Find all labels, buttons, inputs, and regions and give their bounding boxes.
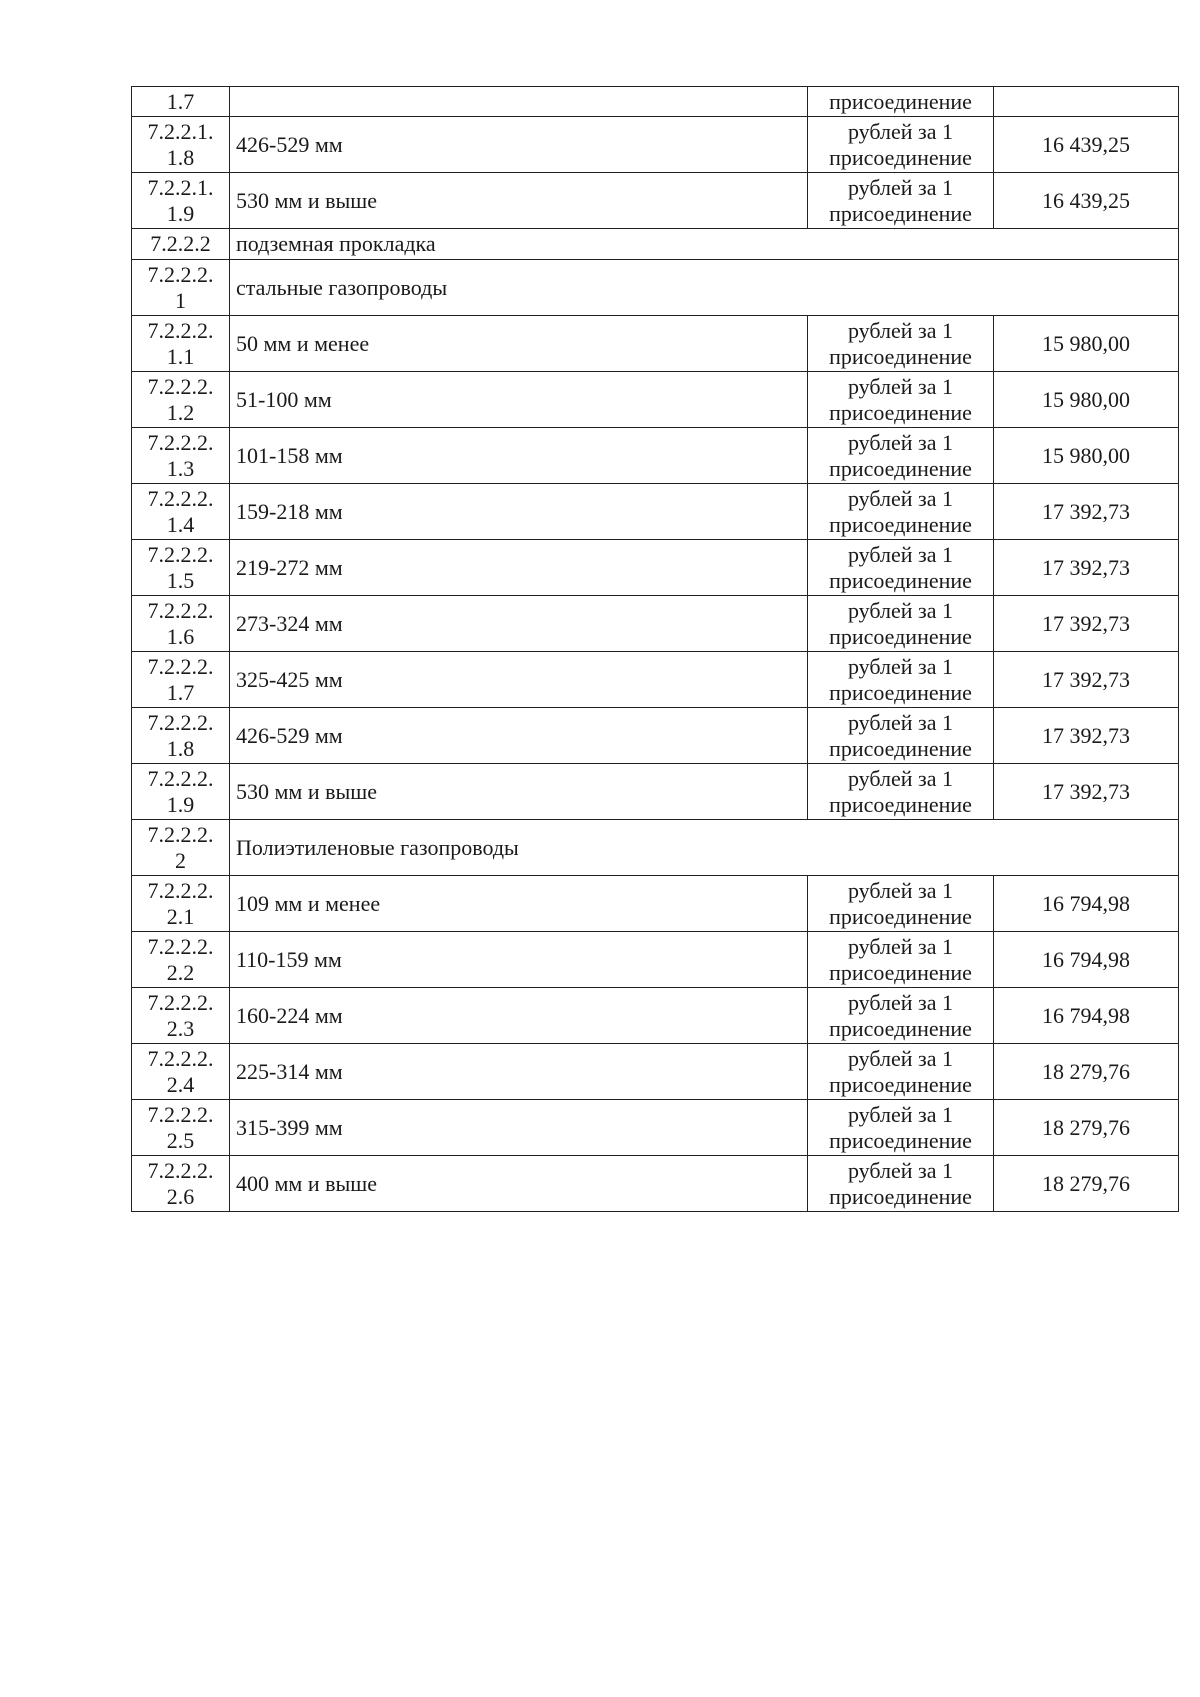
row-name-cell: 160-224 мм [230, 988, 808, 1044]
row-value-cell: 17 392,73 [994, 484, 1179, 540]
row-unit-cell: присоединение [808, 87, 994, 117]
row-value-cell: 17 392,73 [994, 652, 1179, 708]
row-code-line: 1.8 [166, 735, 195, 761]
row-code-line: 1.2 [166, 399, 195, 425]
row-unit-cell: рублей за 1 присоединение [808, 1100, 994, 1156]
row-name-cell: 426-529 мм [230, 708, 808, 764]
row-code-line: 7.2.2.2. [147, 373, 214, 399]
row-name-cell: 273-324 мм [230, 596, 808, 652]
row-code-line: 7.2.2.2. [147, 597, 214, 623]
row-name-cell: 400 мм и выше [230, 1156, 808, 1212]
row-code-cell [132, 484, 230, 540]
row-code-line: 7.2.2.2. [147, 261, 214, 287]
row-value-cell: 16 794,98 [994, 988, 1179, 1044]
row-name-cell: 225-314 мм [230, 1044, 808, 1100]
row-unit-cell: рублей за 1 присоединение [808, 484, 994, 540]
row-name-cell: подземная прокладка [230, 229, 1179, 260]
row-name-cell: 110-159 мм [230, 932, 808, 988]
row-name-cell: 51-100 мм [230, 372, 808, 428]
row-name-cell: 101-158 мм [230, 428, 808, 484]
row-unit-cell: рублей за 1 присоединение [808, 173, 994, 229]
table-row [132, 596, 1179, 652]
row-value-cell: 17 392,73 [994, 764, 1179, 820]
row-value-cell [994, 87, 1179, 117]
table-row [132, 316, 1179, 372]
row-code-cell [132, 316, 230, 372]
tariff-table-body [132, 87, 1179, 1212]
table-row [132, 764, 1179, 820]
table-row [132, 87, 1179, 117]
row-code-line: 2.2 [166, 959, 195, 985]
row-name-cell: 50 мм и менее [230, 316, 808, 372]
row-code-cell [132, 596, 230, 652]
row-name-cell: 109 мм и менее [230, 876, 808, 932]
row-unit-cell: рублей за 1 присоединение [808, 316, 994, 372]
row-name-cell: 530 мм и выше [230, 764, 808, 820]
row-code-cell [132, 428, 230, 484]
row-code-line: 2.4 [166, 1071, 195, 1097]
row-code-line: 7.2.2.2. [147, 1045, 214, 1071]
row-code-cell [132, 820, 230, 876]
row-value-cell: 15 980,00 [994, 316, 1179, 372]
row-code-line: 2.5 [166, 1127, 195, 1153]
row-code-cell [132, 932, 230, 988]
row-value-cell: 17 392,73 [994, 708, 1179, 764]
row-code-cell [132, 876, 230, 932]
row-value-cell: 15 980,00 [994, 428, 1179, 484]
table-row [132, 260, 1179, 316]
row-code-line: 2.6 [166, 1183, 195, 1209]
row-name-cell: 219-272 мм [230, 540, 808, 596]
row-unit-cell: рублей за 1 присоединение [808, 372, 994, 428]
row-unit-cell: рублей за 1 присоединение [808, 876, 994, 932]
row-code-line: 1.6 [166, 623, 195, 649]
row-code-line: 7.2.2.2. [147, 1101, 214, 1127]
row-code-cell [132, 372, 230, 428]
row-code-cell [132, 652, 230, 708]
table-row [132, 229, 1179, 260]
row-code-cell [132, 117, 230, 173]
table-row [132, 932, 1179, 988]
table-row [132, 1156, 1179, 1212]
row-code-line: 1.1 [166, 343, 195, 369]
row-name-cell [230, 87, 808, 117]
row-unit-cell: рублей за 1 присоединение [808, 117, 994, 173]
table-row [132, 428, 1179, 484]
row-code-line: 1.9 [166, 791, 195, 817]
row-unit-cell: рублей за 1 присоединение [808, 1044, 994, 1100]
row-code-cell [132, 708, 230, 764]
row-code-line: 7.2.2.2. [147, 1157, 214, 1183]
row-value-cell: 18 279,76 [994, 1100, 1179, 1156]
row-value-cell: 17 392,73 [994, 540, 1179, 596]
row-unit-cell: рублей за 1 присоединение [808, 764, 994, 820]
row-code-cell [132, 260, 230, 316]
row-unit-cell: рублей за 1 присоединение [808, 988, 994, 1044]
table-row [132, 372, 1179, 428]
row-unit-cell: рублей за 1 присоединение [808, 652, 994, 708]
row-value-cell: 16 794,98 [994, 876, 1179, 932]
row-value-cell: 16 439,25 [994, 173, 1179, 229]
row-code-line: 2.1 [166, 903, 195, 929]
row-name-cell: 325-425 мм [230, 652, 808, 708]
row-unit-cell: рублей за 1 присоединение [808, 932, 994, 988]
row-code-line: 7.2.2.2. [147, 317, 214, 343]
table-row [132, 1044, 1179, 1100]
row-code-line: 1.3 [166, 455, 195, 481]
table-row [132, 484, 1179, 540]
table-row [132, 708, 1179, 764]
row-code-line: 7.2.2.1. [147, 118, 214, 144]
row-code-line: 7.2.2.2. [147, 653, 214, 679]
row-unit-cell: рублей за 1 присоединение [808, 1156, 994, 1212]
table-row [132, 117, 1179, 173]
row-code-cell [132, 1156, 230, 1212]
row-code-cell [132, 173, 230, 229]
row-code-line: 1.8 [166, 144, 195, 170]
row-code-line: 7.2.2.2. [147, 709, 214, 735]
table-row [132, 540, 1179, 596]
row-code-cell [132, 540, 230, 596]
row-code-line: 7.2.2.2. [147, 485, 214, 511]
tariff-table [131, 86, 1179, 1212]
table-row [132, 876, 1179, 932]
row-value-cell: 18 279,76 [994, 1044, 1179, 1100]
row-unit-cell: рублей за 1 присоединение [808, 708, 994, 764]
row-code-cell [132, 229, 230, 260]
row-code-line: 7.2.2.2. [147, 989, 214, 1015]
row-code-line: 1.7 [166, 88, 195, 114]
row-unit-cell: рублей за 1 присоединение [808, 540, 994, 596]
row-value-cell: 18 279,76 [994, 1156, 1179, 1212]
row-code-line: 7.2.2.2. [147, 821, 214, 847]
row-value-cell: 17 392,73 [994, 596, 1179, 652]
row-code-cell [132, 1100, 230, 1156]
row-code-line: 7.2.2.2. [147, 877, 214, 903]
row-code-line: 1.7 [166, 679, 195, 705]
table-row [132, 820, 1179, 876]
row-name-cell: 159-218 мм [230, 484, 808, 540]
row-code-line: 1.9 [166, 200, 195, 226]
row-code-line: 7.2.2.2. [147, 765, 214, 791]
row-code-line: 7.2.2.2. [147, 429, 214, 455]
row-value-cell: 16 439,25 [994, 117, 1179, 173]
row-code-cell [132, 764, 230, 820]
row-name-cell: 315-399 мм [230, 1100, 808, 1156]
row-code-line: 7.2.2.1. [147, 174, 214, 200]
row-value-cell: 16 794,98 [994, 932, 1179, 988]
row-name-cell: 426-529 мм [230, 117, 808, 173]
row-code-line: 7.2.2.2 [150, 231, 211, 256]
table-row [132, 173, 1179, 229]
table-row [132, 652, 1179, 708]
row-unit-cell: рублей за 1 присоединение [808, 428, 994, 484]
row-code-line: 1.5 [166, 567, 195, 593]
row-code-line: 1.4 [166, 511, 195, 537]
table-row [132, 988, 1179, 1044]
row-name-cell: 530 мм и выше [230, 173, 808, 229]
row-code-line: 2 [175, 847, 186, 873]
row-code-cell [132, 87, 230, 117]
row-name-cell: Полиэтиленовые газопроводы [230, 820, 1179, 876]
row-name-cell: стальные газопроводы [230, 260, 1179, 316]
row-unit-cell: рублей за 1 присоединение [808, 596, 994, 652]
row-code-cell [132, 988, 230, 1044]
row-code-line: 7.2.2.2. [147, 933, 214, 959]
row-code-line: 1 [175, 287, 186, 313]
row-code-cell [132, 1044, 230, 1100]
row-code-line: 2.3 [166, 1015, 195, 1041]
table-row [132, 1100, 1179, 1156]
row-value-cell: 15 980,00 [994, 372, 1179, 428]
row-code-line: 7.2.2.2. [147, 541, 214, 567]
